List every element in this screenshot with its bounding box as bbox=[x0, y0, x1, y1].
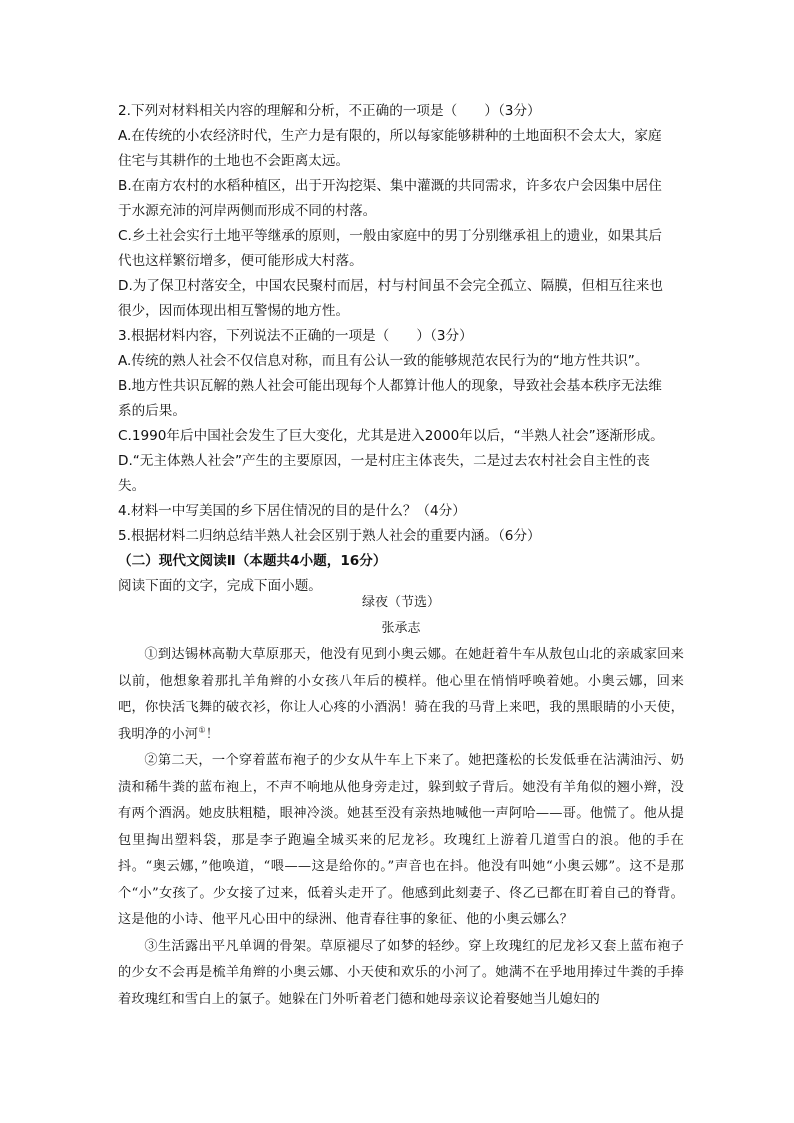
question-2-option-line: 住宅与其耕作的土地也不会距离太远。 bbox=[118, 153, 350, 169]
question-2-option-line: 很少，因而体现出相互警惕的地方性。 bbox=[118, 303, 350, 319]
question-2-option-line: C.乡土社会实行土地平等继承的原则，一般由家庭中的男丁分别继承祖上的遗业，如果其后 bbox=[118, 228, 662, 244]
question-3-option-line: B.地方性共识瓦解的熟人社会可能出现每个人都算计他人的现象，导致社会基本秩序无法维 bbox=[118, 378, 662, 394]
question-2-option-line: A.在传统的小农经济时代，生产力是有限的，所以每家能够耕种的土地面积不会太大，家庭 bbox=[118, 128, 662, 144]
footnote-marker: ① bbox=[198, 725, 206, 735]
question-2-option-line: D.为了保卫村落安全，中国农民聚村而居，村与村间虽不会完全孤立、隔膜，但相互往来也 bbox=[118, 278, 663, 294]
question-2-option-line: B.在南方农村的水稻种植区，出于开沟挖渠、集中灌溉的共同需求，许多农户会因集中居住 bbox=[118, 178, 662, 194]
question-4: 4.材料一中写美国的乡下居住情况的目的是什么？（4分） bbox=[118, 503, 466, 519]
question-2-option-line: 代也这样繁衍增多，便可能形成大村落。 bbox=[118, 253, 363, 269]
passage-paragraph-2: ②第二天，一个穿着蓝布袍子的少女从牛车上下来了。她把蓬松的长发低垂在沾满油污、奶渍和稀牛粪的蓝布袍上，不声不响地从他身旁走过，躲到蚊子背后。她没有羊角似的翘小辫，没有两个酒涡。她皮肤粗糙，眼神冷淡。她甚至没有亲热地喊他一声阿哈——哥。他慌了。他从提包里掏出塑料袋，那是李子跑遍全城买来的尼龙衫。玫瑰红上游着几道雪白的浪。他的手在抖。“奥云娜，”他唤道，“喂——这是给你的。”声音也在抖。他没有叫她“小奥云娜”。这不是那个“小”女孩了。少女接了过来，低着头走开了。他感到此刻妻子、佟乙已都在盯着自己的脊背。这是他的小诗、他平凡心田中的绿洲、他青春往事的象征、他的小奥云娜么？ bbox=[118, 753, 684, 927]
questions-section bbox=[118, 99, 684, 599]
question-3-stem: 3.根据材料内容，下列说法不正确的一项是（ ）（3分） bbox=[118, 328, 473, 344]
passage-paragraph-1 bbox=[118, 642, 684, 748]
question-3-option-line: 失。 bbox=[118, 478, 146, 494]
question-3-option-line: D.“无主体熟人社会”产生的主要原因，一是村庄主体丧失，二是过去农村社会自主性的丧 bbox=[118, 453, 650, 469]
passage-author: 张承志 bbox=[381, 621, 421, 636]
passage-paragraph-3: ③生活露出平凡单调的骨架。草原褪尽了如梦的轻纱。穿上玫瑰红的尼龙衫又套上蓝布袍子的少女不会再是梳羊角辫的小奥云娜、小天使和欢乐的小河了。她满不在乎地用捧过牛粪的手捧着玫瑰红和雪白上的氯子。她躲在门外听着老门德和她母亲议论着娶她当儿媳妇的 bbox=[118, 938, 684, 1007]
question-3-option-line: 系的后果。 bbox=[118, 403, 186, 419]
question-2-option-line: 于水源充沛的河岸两侧而形成不同的村落。 bbox=[118, 203, 377, 219]
question-3-option-line: C.1990年后中国社会发生了巨大变化，尤其是进入2000年以后，“半熟人社会”逐渐形成。 bbox=[118, 428, 664, 444]
paragraph-text: ①到达锡林高勒大草原那天，他没有见到小奥云娜。在她赶着牛车从敖包山北的亲戚家回来以前，他想象着那扎羊角辫的小女孩八年后的模样。他心里在悄悄呼唤着她。小奥云娜，回来吧，你快活飞舞的破衣衫，你让人心疼的小酒涡！骑在我的马背上来吧，我的黑眼睛的小天使，我明净的小河 bbox=[118, 647, 684, 742]
question-3-option-line: A.传统的熟人社会不仅信息对称，而且有公认一致的能够规范农民行为的“地方性共识”。 bbox=[118, 353, 649, 369]
section-2-heading: （二）现代文阅读Ⅱ（本题共4小题，16分） bbox=[118, 553, 387, 569]
section-2-instruction: 阅读下面的文字，完成下面小题。 bbox=[118, 578, 322, 594]
paragraph-end-mark: ！ bbox=[205, 726, 220, 742]
reading-passage bbox=[118, 590, 684, 1013]
question-2-stem: 2.下列对材料相关内容的理解和分析，不正确的一项是（ ）（3分） bbox=[118, 103, 541, 119]
passage-title: 绿夜（节选） bbox=[361, 595, 440, 610]
question-5: 5.根据材料二归纳总结半熟人社会区别于熟人社会的重要内涵。（6分） bbox=[118, 528, 541, 544]
